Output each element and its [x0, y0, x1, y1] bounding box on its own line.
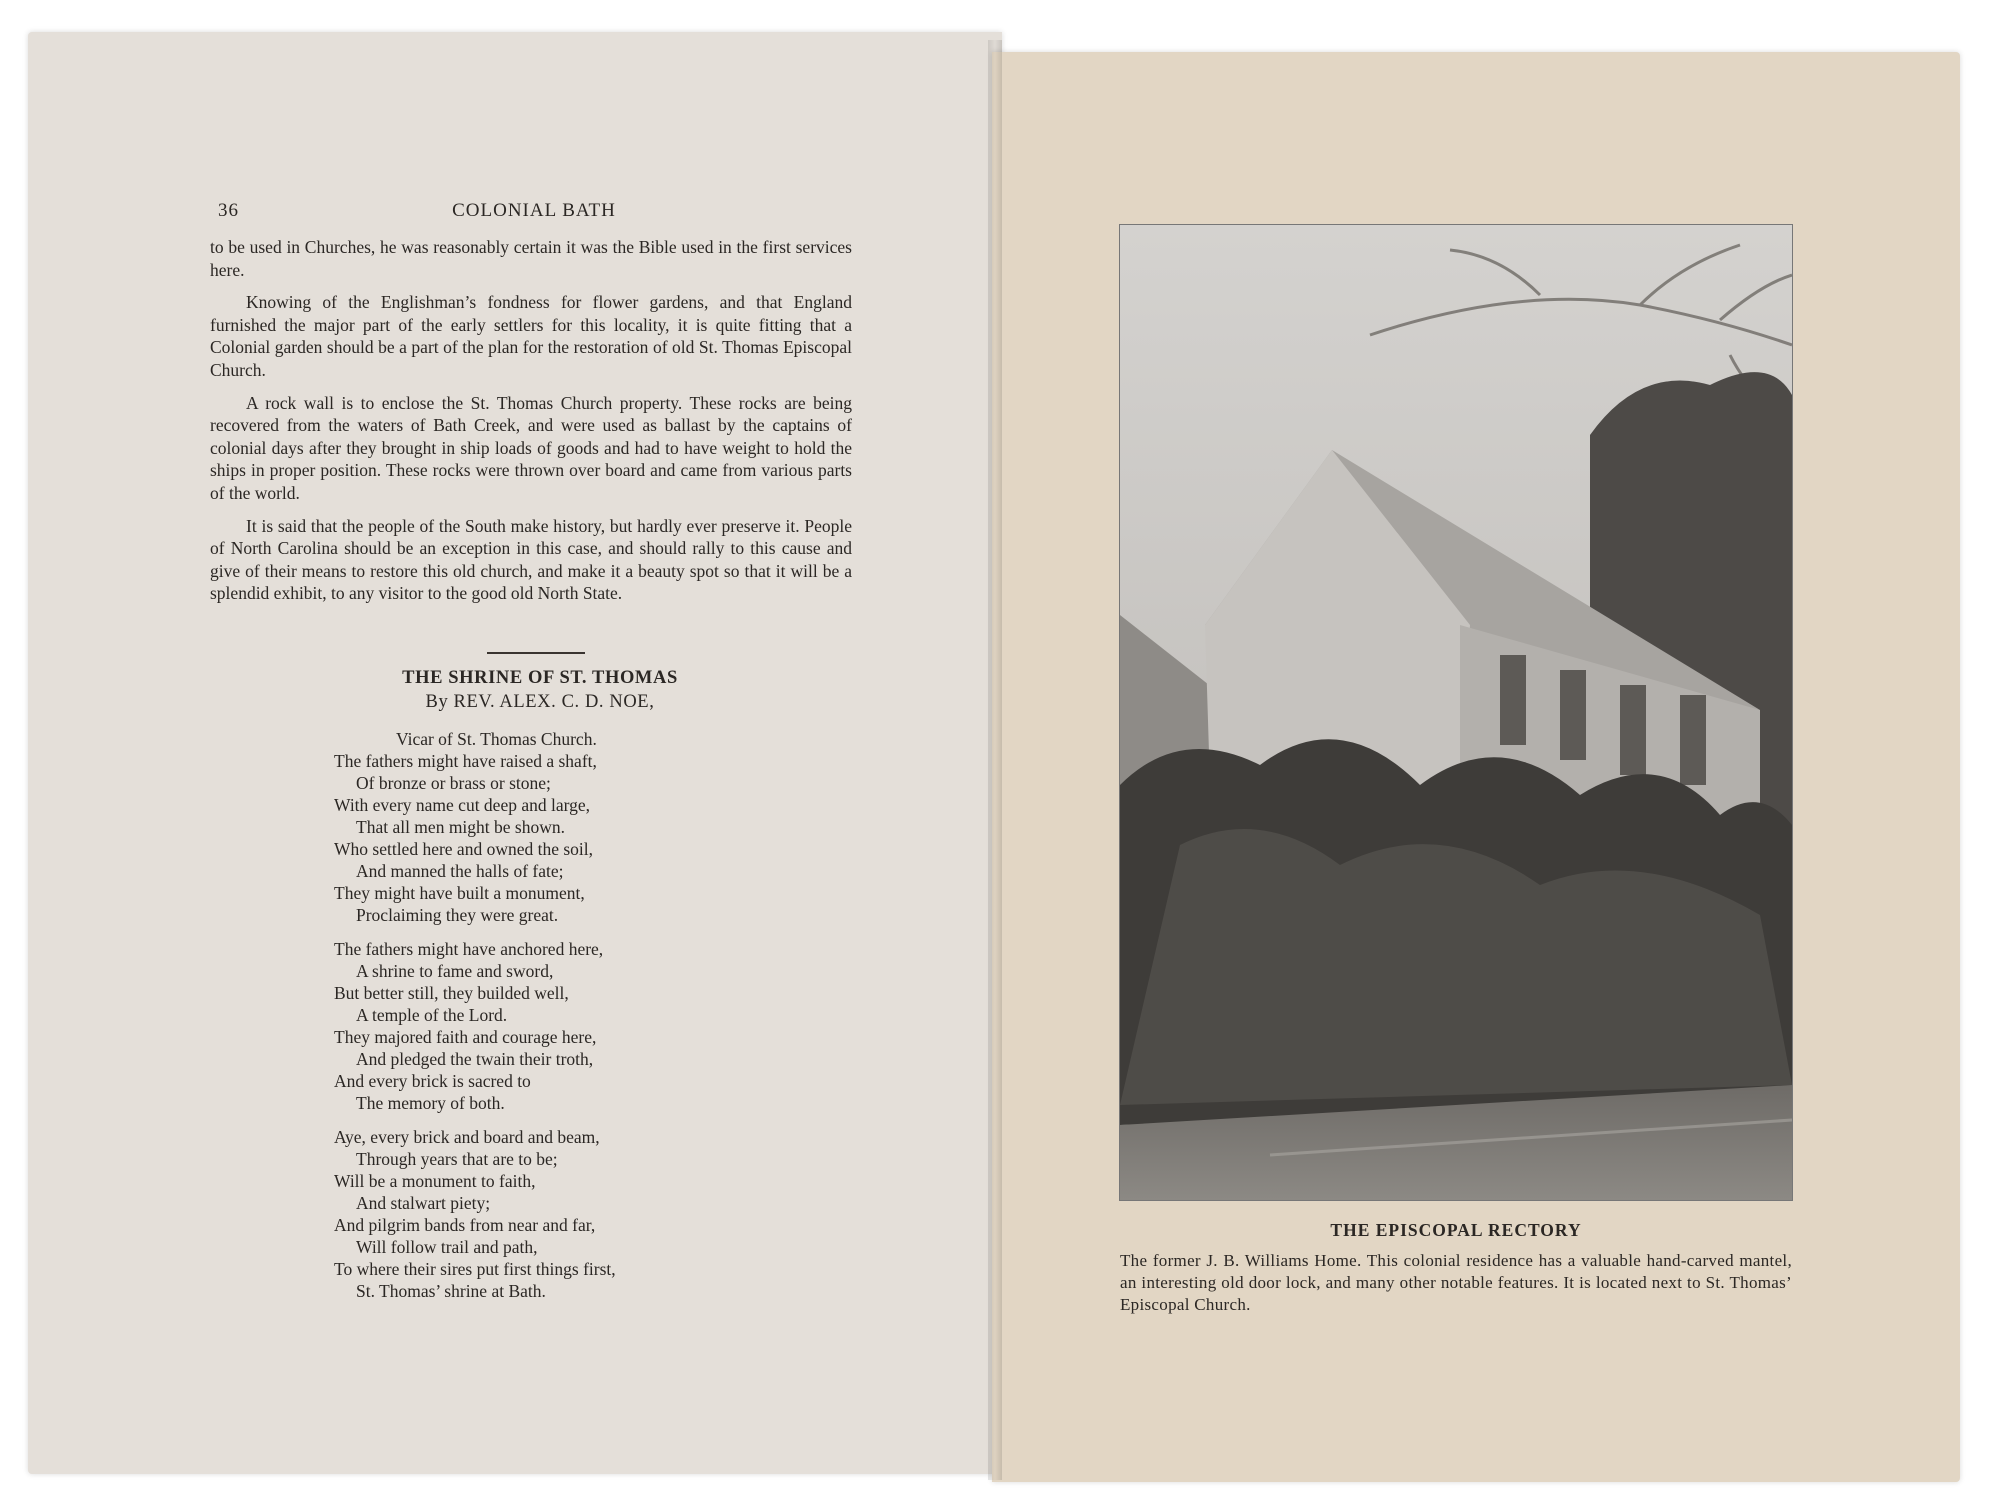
poem-line: And stalwart piety; — [356, 1193, 491, 1213]
poem-line: A temple of the Lord. — [356, 1005, 508, 1025]
poem-line: Will be a monument to faith, — [334, 1171, 536, 1191]
poem-line: Proclaiming they were great. — [356, 905, 559, 925]
book-spine — [988, 40, 1002, 1480]
caption-title: THE EPISCOPAL RECTORY — [1330, 1220, 1582, 1240]
poem-line: And pledged the twain their troth, — [356, 1049, 594, 1069]
poem-line: And manned the halls of fate; — [356, 861, 564, 881]
poem-line: Aye, every brick and board and beam, — [334, 1127, 600, 1147]
poem-line: And pilgrim bands from near and far, — [334, 1215, 596, 1235]
caption-body: The former J. B. Williams Home. This colonial residence has a valuable hand-carved mantel, an interesting old door lock, and many other notable features. It is located next to St. Thomas’ Episcopal Church. — [1120, 1251, 1792, 1314]
poem-line: With every name cut deep and large, — [334, 795, 591, 815]
paragraph: A rock wall is to enclose the St. Thomas Church property. These rocks are being recovered from the waters of Bath Creek, and were used as ballast by the captains of colonial days after they brought in ship loads of goods and had to have weight to hold the ships in proper position. These rocks were thrown over board and came from various parts of the world. — [210, 392, 852, 503]
poem-author: By REV. ALEX. C. D. NOE, — [425, 692, 655, 712]
body-text — [210, 236, 852, 615]
poem-line: Of bronze or brass or stone; — [356, 773, 551, 793]
poem-line: That all men might be shown. — [356, 817, 565, 837]
rectory-photo-image — [1120, 225, 1792, 1200]
rectory-photograph — [1120, 225, 1792, 1200]
poem-line: And every brick is sacred to — [334, 1071, 531, 1091]
poem-stanza — [334, 938, 774, 1114]
poem — [334, 728, 774, 1314]
poem-line: The fathers might have anchored here, — [334, 939, 604, 959]
poem-line: They majored faith and courage here, — [334, 1027, 597, 1047]
paragraph: Knowing of the Englishman’s fondness for flower gardens, and that England furnished the major part of the early settlers for this locality, it is quite fitting that a Colonial garden should be a part of the plan for the restoration of old St. Thomas Episcopal Church. — [210, 292, 852, 380]
poem-line: The fathers might have raised a shaft, — [334, 751, 597, 771]
poem-title: THE SHRINE OF ST. THOMAS — [402, 668, 678, 688]
poem-stanza — [334, 1126, 774, 1302]
poem-line: To where their sires put first things first, — [334, 1259, 616, 1279]
poem-line: St. Thomas’ shrine at Bath. — [356, 1281, 546, 1301]
paragraph: It is said that the people of the South make history, but hardly ever preserve it. People of North Carolina should be an exception in this case, and should rally to this cause and give of their means to restore this old church, and make it a beauty spot so that it will be a splendid exhibit, to any visitor to the good old North State. — [210, 515, 852, 604]
poem-line: Who settled here and owned the soil, — [334, 839, 594, 859]
poem-line: The memory of both. — [356, 1093, 505, 1113]
poem-line: But better still, they builded well, — [334, 983, 569, 1003]
poem-line: A shrine to fame and sword, — [356, 961, 554, 981]
header-title: COLONIAL BATH — [452, 200, 616, 221]
poem-line: Will follow trail and path, — [356, 1237, 538, 1257]
page-number: 36 — [218, 200, 239, 221]
poem-line: Through years that are to be; — [356, 1149, 558, 1169]
paragraph: to be used in Churches, he was reasonably certain it was the Bible used in the first services here. — [210, 237, 852, 280]
poem-line: They might have built a monument, — [334, 883, 585, 903]
poem-author-title: Vicar of St. Thomas Church. — [396, 729, 597, 749]
poem-stanza — [334, 750, 774, 926]
running-head — [218, 200, 850, 224]
section-divider — [487, 652, 585, 654]
